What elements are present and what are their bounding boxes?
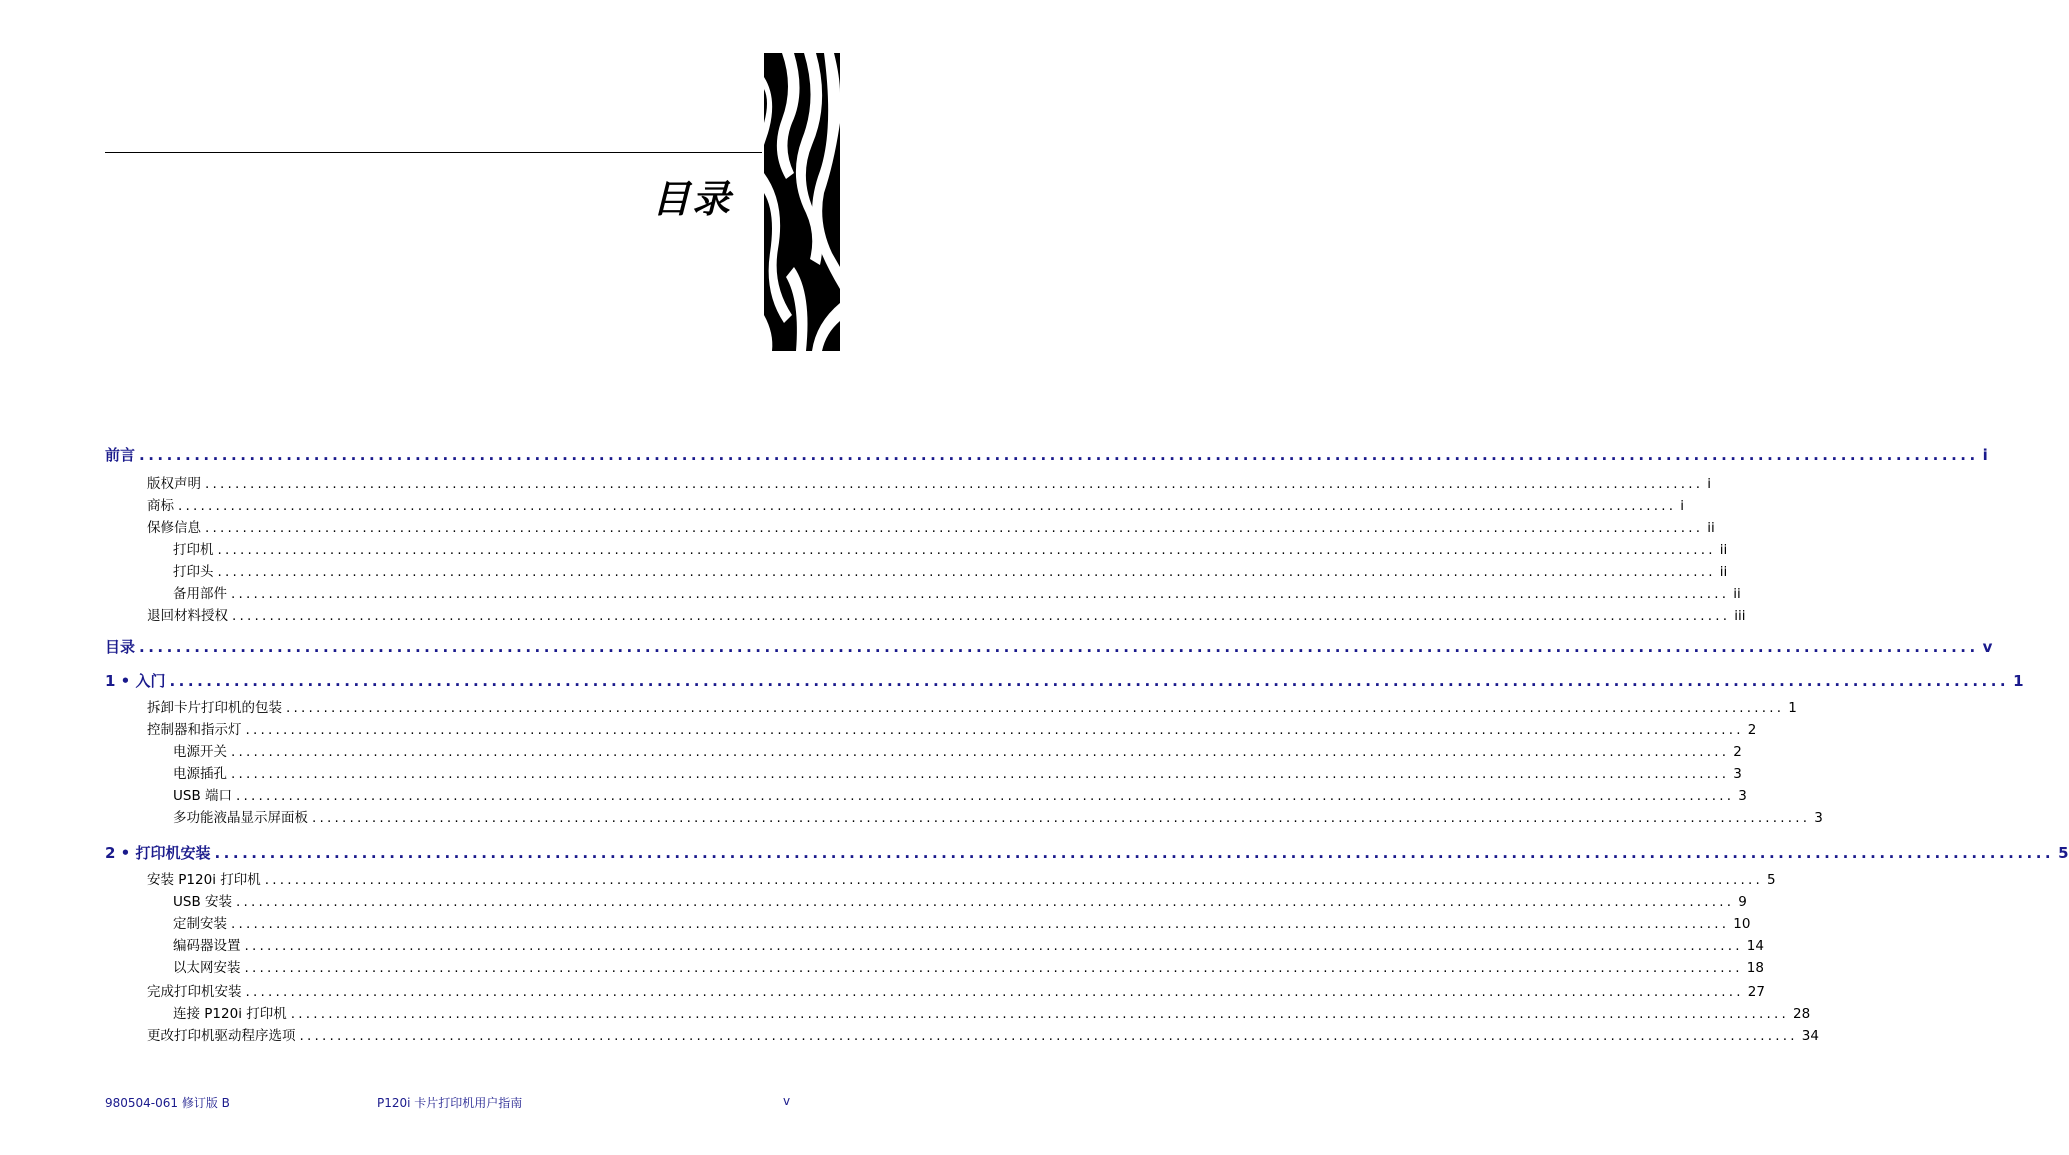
toc-dot-leader: ........................................................................................................................................................................................................ (232, 608, 1731, 624)
toc-dot-leader: ........................................................................................................................................................................................................ (245, 984, 1744, 1000)
toc-dot-leader: ........................................................................................................................................................................................................ (244, 960, 1743, 976)
toc-entry-label: 打印机 (173, 542, 214, 558)
toc-entry[interactable] (147, 516, 1715, 536)
toc-entry-page: 3 (1733, 766, 1742, 782)
toc-entry-label: 多功能液晶显示屏面板 (173, 810, 308, 826)
toc-entry-page: 28 (1793, 1006, 1811, 1022)
header-rule (105, 152, 762, 153)
toc-entry-page: i (1680, 498, 1685, 514)
toc-entry-label: 定制安装 (173, 916, 227, 932)
toc-dot-leader: ........................................................................................................................................................................................................ (205, 476, 1704, 492)
toc-dot-leader: ........................................................................................................................................................................................................ (264, 872, 1764, 888)
toc-dot-leader: ........................................................................................................................................................................................................ (178, 498, 1677, 514)
toc-entry[interactable] (147, 868, 1776, 888)
toc-dot-leader: ........................................................................................................................................................................................................ (231, 766, 1730, 782)
toc-dot-leader: ........................................................................................................................................................................................................ (217, 542, 1716, 558)
toc-entry-label: 退回材料授权 (147, 608, 228, 624)
toc-entry-page: iii (1734, 608, 1746, 624)
toc-dot-leader: ........................................................................................................................................................................................................ (231, 916, 1730, 932)
toc-entry-label: 备用部件 (173, 586, 227, 602)
footer-doc-number: 980504-061 修订版 B (105, 1096, 230, 1110)
toc-entry-page: ii (1733, 586, 1741, 602)
toc-dot-leader: ........................................................................................................................................................................................................ (236, 788, 1735, 804)
toc-entry-label: 连接 P120i 打印机 (173, 1006, 287, 1022)
toc-entry-page: 3 (1738, 788, 1747, 804)
toc-entry-label: 电源插孔 (173, 766, 227, 782)
toc-entry[interactable] (173, 560, 1728, 580)
toc-entry[interactable] (173, 890, 1747, 910)
toc-dot-leader: ........................................................................................................................................................................................................ (286, 700, 1785, 716)
toc-entry-label: 更改打印机驱动程序选项 (147, 1028, 296, 1044)
toc-entry-page: 2 (1747, 722, 1757, 738)
toc-entry[interactable] (147, 718, 1757, 738)
toc-entry-label: 保修信息 (147, 520, 201, 536)
toc-entry[interactable] (173, 1002, 1811, 1022)
toc-entry-page: ii (1719, 564, 1728, 580)
toc-entry-page: 9 (1738, 894, 1747, 910)
toc-dot-leader: ........................................................................................................................................................................................................ (236, 894, 1735, 910)
toc-entry-label: 以太网安装 (173, 960, 241, 976)
toc-entry-page: i (1982, 446, 1988, 464)
toc-dot-leader: ........................................................................................................................................................................................................ (290, 1006, 1790, 1022)
toc-entry-page: 5 (1767, 872, 1776, 888)
toc-entry-page: 1 (2013, 672, 2024, 690)
toc-entry-label: 拆卸卡片打印机的包装 (147, 700, 282, 716)
toc-entry[interactable] (173, 956, 1764, 976)
toc-dot-leader: ........................................................................................................................................................................................................ (299, 1028, 1798, 1044)
toc-entry-label: 2 • 打印机安装 (105, 844, 211, 862)
toc-entry-page: ii (1719, 542, 1728, 558)
toc-entry-label: 完成打印机安装 (147, 984, 242, 1000)
toc-entry-label: 电源开关 (173, 744, 227, 760)
toc-entry[interactable] (173, 912, 1751, 932)
toc-chapter-entry[interactable] (105, 636, 1993, 657)
toc-dot-leader: ........................................................................................................................................................................................................ (312, 810, 1811, 826)
toc-entry[interactable] (173, 784, 1747, 804)
toc-entry-page: 2 (1733, 744, 1742, 760)
toc-entry-label: 版权声明 (147, 476, 201, 492)
toc-entry[interactable] (147, 604, 1746, 624)
toc-entry-label: 商标 (147, 498, 174, 514)
toc-dot-leader: ........................................................................................................................................................................................................ (139, 446, 1979, 464)
toc-chapter-entry[interactable] (105, 670, 2024, 691)
page-title: 目录 (651, 177, 732, 221)
toc-entry[interactable] (173, 934, 1764, 954)
toc-entry[interactable] (147, 494, 1685, 514)
toc-entry-label: 编码器设置 (173, 938, 241, 954)
toc-entry[interactable] (173, 582, 1741, 602)
toc-entry-page: 1 (1788, 700, 1797, 716)
toc-entry-label: 控制器和指示灯 (147, 722, 242, 738)
toc-entry[interactable] (173, 762, 1742, 782)
toc-entry-page: 27 (1747, 984, 1765, 1000)
toc-dot-leader: ........................................................................................................................................................................................................ (217, 564, 1716, 580)
zebra-stripe-logo (764, 53, 840, 351)
toc-entry-label: 前言 (105, 446, 136, 464)
toc-entry-page: i (1707, 476, 1712, 492)
toc-dot-leader: ........................................................................................................................................................................................................ (139, 638, 1979, 656)
toc-entry[interactable] (147, 1024, 1819, 1044)
toc-chapter-entry[interactable] (105, 444, 1988, 465)
toc-dot-leader: ........................................................................................................................................................................................................ (205, 520, 1704, 536)
toc-dot-leader: ........................................................................................................................................................................................................ (214, 844, 2055, 862)
toc-entry[interactable] (173, 806, 1823, 826)
toc-entry-label: 安装 P120i 打印机 (147, 872, 261, 888)
toc-entry-label: 打印头 (173, 564, 214, 580)
toc-entry-page: ii (1707, 520, 1715, 536)
toc-entry-page: v (1982, 638, 1993, 656)
toc-entry-page: 14 (1746, 938, 1764, 954)
toc-dot-leader: ........................................................................................................................................................................................................ (169, 672, 2010, 690)
footer-guide-title: P120i 卡片打印机用户指南 (377, 1096, 523, 1110)
toc-dot-leader: ........................................................................................................................................................................................................ (244, 938, 1743, 954)
toc-entry-label: 1 • 入门 (105, 672, 166, 690)
toc-entry[interactable] (147, 980, 1765, 1000)
toc-entry-page: 10 (1733, 916, 1751, 932)
toc-entry[interactable] (147, 696, 1797, 716)
toc-entry[interactable] (173, 538, 1728, 558)
toc-dot-leader: ........................................................................................................................................................................................................ (245, 722, 1744, 738)
toc-chapter-entry[interactable] (105, 842, 2069, 863)
toc-entry-label: USB 安装 (173, 894, 233, 910)
toc-entry-page: 3 (1814, 810, 1823, 826)
footer-page-number: v (783, 1094, 791, 1108)
toc-entry[interactable] (173, 740, 1742, 760)
toc-entry-label: USB 端口 (173, 788, 233, 804)
toc-entry-label: 目录 (105, 638, 136, 656)
toc-dot-leader: ........................................................................................................................................................................................................ (231, 744, 1730, 760)
toc-entry-page: 18 (1746, 960, 1764, 976)
toc-entry[interactable] (147, 472, 1712, 492)
toc-dot-leader: ........................................................................................................................................................................................................ (231, 586, 1730, 602)
toc-entry-page: 34 (1801, 1028, 1819, 1044)
toc-entry-page: 5 (2058, 844, 2069, 862)
